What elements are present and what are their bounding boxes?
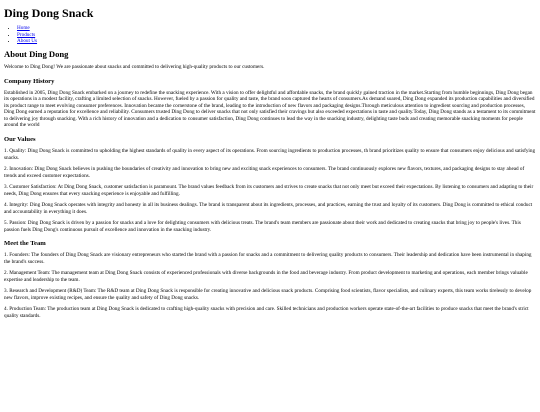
nav-link-home[interactable]: Home <box>17 25 30 32</box>
nav-item-about-us <box>17 38 536 45</box>
history-heading: Company History <box>4 77 55 85</box>
value-integrity: 4. Integrity: Ding Dong Snack operates with integrity and honesty in all its business dealings. The brand is transparent about its ingredients, processes, and practices, earning the trust and loyalty of its customers. Ding Dong is committed to ethical conduct and accountability in everything it does. <box>4 202 533 215</box>
nav-link-about-us[interactable]: About Us <box>17 38 38 45</box>
about-intro: Welcome to Ding Dong! We are passionate about snacks and committed to delivering high-quality products to our customers. <box>4 64 265 71</box>
site-title: Ding Dong Snack <box>4 6 94 20</box>
team-heading: Meet the Team <box>4 240 46 248</box>
values-heading: Our Values <box>4 135 36 143</box>
main-nav <box>4 25 536 45</box>
value-passion: 5. Passion: Ding Dong Snack is driven by a passion for snacks and a love for delighting consumers with delicious treats. The brand's team members are passionate about their work and dedicated to creating snacks that bring joy to people's lives. This passion fuels Ding Dong's continuous pursuit of excellence and innovation in the snacking industry. <box>4 220 521 233</box>
team-founders: 1. Founders: The founders of Ding Dong Snack are visionary entrepreneurs who started the brand with a passion for snacks and a commitment to delivering quality products to consumers. Their leadership and dedication have been instrumental in shaping the brand's success. <box>4 252 532 265</box>
team-management: 2. Management Team: The management team at Ding Dong Snack consists of experienced professionals with diverse backgrounds in the food and beverage industry. From product development to marketing and operations, each member brings valuable expertise and leadership to the team. <box>4 270 528 283</box>
value-innovation: 2. Innovation: Ding Dong Snack believes in pushing the boundaries of creativity and innovation to bring new and exciting snack experiences to consumers. The brand continuously explores new flavors, textures, and packaging designs to stay ahead of trends and exceed customer expectations. <box>4 166 525 179</box>
value-quality: 1. Quality: Ding Dong Snack is committed to upholding the highest standards of quality in every aspect of its operations. From sourcing ingredients to production processes, th brand prioritizes quality to ensure that consumers enjoy delicious and satisfying snacks. <box>4 148 536 161</box>
page <box>0 7 540 319</box>
about-heading: About Ding Dong <box>4 48 69 59</box>
team-rnd: 3. Research and Development (R&D) Team: The R&D team at Ding Dong Snack is responsible for creating innovative and delicious snack products. Comprising food scientists, flavor specialists, and culinary experts, this team works tirelessly to develop new flavors, improve existing recipes, and ensure the quality and safety of Ding Dong snacks. <box>4 288 532 301</box>
nav-link-products[interactable]: Products <box>17 31 36 38</box>
value-customer-satisfaction: 3. Customer Satisfaction: At Ding Dong Snack, customer satisfaction is paramount. The brand values feedback from its customers and strives to create snacks that not only meet but exceed their expectations. By listening to consumers and adapting to their needs, Ding Dong ensures that every snacking experience is enjoyable and fulfilling. <box>4 184 534 197</box>
team-production: 4. Production Team: The production team at Ding Dong Snack is dedicated to crafting high-quality snacks with precision and care. Skilled technicians and production workers operate state-of-the-art facilities to produce snacks that meet the brand's strict quality standards. <box>4 306 529 319</box>
history-text: Established in 2005, Ding Dong Snack embarked on a journey to redefine the snacking experience. With a vision to offer delightful and affordable snacks, the brand quickly gained traction in the market.Starting from humble beginnings, Ding Dong began its operations in a modest facility, crafting a limited selection of snacks. However, fueled by a passion for quality and taste, the brand soon captured the hearts of consumers.As demand soared, Ding Dong expanded its production capabilities and diversified its product range to meet evolving consumer preferences. Innovation became the cornerstone of the brand, leading to the introduction of new flavors and packaging designs.Through meticulous attention to ingredient sourcing and production processes, Ding Dong earned a reputation for excellence and reliability. Consumers trusted Ding Dong to deliver snacks that not only satisfied their cravings but also exceeded expectations in taste and quality.Today, Ding Dong stands as a testament to its commitment to delivering joy through snacking. With a rich history of innovation and a dedication to consumer satisfaction, Ding Dong continues to lead the way in the snacking industry, delighting taste buds and creating memorable snacking moments for people around the world <box>4 89 536 129</box>
